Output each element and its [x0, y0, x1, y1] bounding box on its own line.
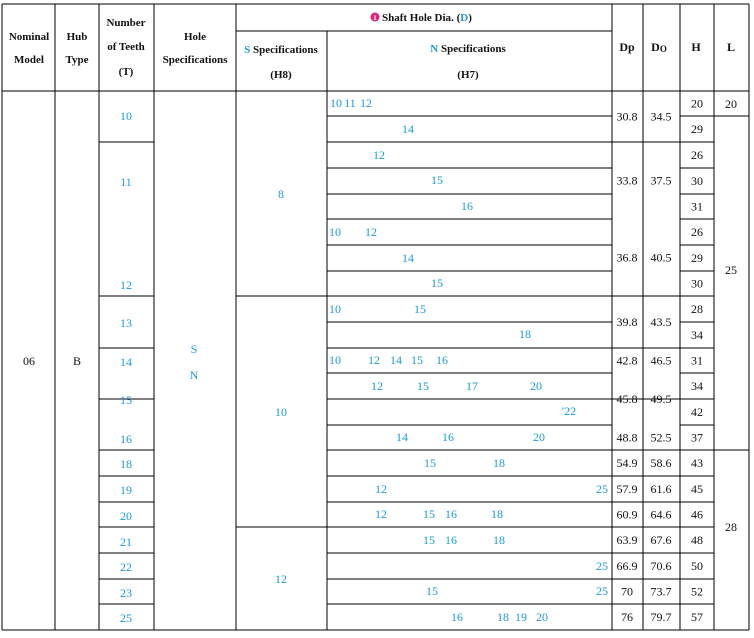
h-value: 30 — [691, 174, 703, 188]
header-shaft-hole-dia — [382, 12, 472, 24]
n-spec-value: 14 — [402, 251, 414, 265]
dp-value: 36.8 — [616, 250, 638, 265]
header-number-of-teeth-line3: (T) — [118, 66, 134, 78]
h-value: 52 — [691, 584, 703, 599]
h-value: 50 — [691, 559, 703, 573]
header-n-spec-label: Specifications — [438, 43, 506, 55]
do-value: 46.5 — [650, 353, 672, 368]
do-value: 67.6 — [650, 533, 672, 547]
header-hub-type-line2: Type — [65, 54, 89, 66]
teeth-count-14: 14 — [120, 355, 132, 369]
teeth-count-13: 13 — [120, 316, 132, 330]
dp-value: 42.8 — [616, 353, 638, 368]
n-spec-value: 12 — [368, 353, 380, 367]
n-spec-value: 18 — [493, 533, 505, 547]
n-spec-value: 25 — [596, 559, 608, 573]
do-value: 70.6 — [650, 559, 672, 573]
n-spec-value: 10 — [330, 96, 342, 110]
do-value: 79.7 — [650, 610, 672, 624]
h-value: 45 — [691, 482, 703, 496]
do-value: 52.5 — [650, 430, 672, 445]
dp-value: 39.8 — [616, 315, 638, 329]
n-spec-value: 18 — [519, 327, 531, 341]
n-spec-value: 12 — [373, 148, 385, 162]
n-spec-value: 10 — [329, 302, 341, 316]
s-spec-value: 8 — [278, 187, 284, 201]
header-dp: Dp — [619, 40, 635, 54]
header-shaft-hole-dia-symbol: D — [460, 12, 469, 24]
n-spec-value: 16 — [445, 507, 457, 521]
header-shaft-hole-dia-open: ( — [456, 12, 461, 24]
n-spec-value: 15 — [426, 584, 438, 598]
teeth-count-20: 20 — [120, 509, 132, 523]
teeth-count-12: 12 — [120, 278, 132, 292]
n-spec-value: 25 — [596, 584, 608, 598]
n-spec-value: 12 — [375, 482, 387, 496]
h-value: 43 — [691, 456, 703, 470]
n-spec-value: 16 — [442, 430, 454, 444]
n-spec-value: 20 — [536, 610, 548, 624]
h-value: 31 — [691, 353, 703, 368]
n-spec-value: 15 — [423, 533, 435, 547]
n-spec-value: 11 — [344, 96, 356, 110]
header-number-of-teeth-line2: of Teeth — [107, 41, 145, 53]
n-spec-value: 15 — [431, 276, 443, 290]
n-spec-value: 20 — [530, 379, 542, 393]
n-spec-value: 12 — [371, 379, 383, 393]
note-marker-number: 1 — [373, 14, 377, 22]
teeth-count-19: 19 — [120, 483, 132, 497]
h-value: 26 — [691, 225, 703, 239]
n-spec-value: 12 — [365, 225, 377, 239]
dp-value: 60.9 — [616, 507, 638, 522]
h-value: 57 — [691, 610, 703, 624]
do-value: 43.5 — [650, 315, 672, 329]
teeth-count-15: 15 — [120, 393, 132, 407]
do-value: 58.6 — [650, 456, 672, 470]
header-nominal-model-line2: Model — [14, 54, 44, 66]
teeth-count-10: 10 — [120, 109, 132, 123]
n-spec-value: 20 — [533, 430, 545, 444]
header-n-letter: N — [430, 43, 439, 55]
dp-value: 70 — [621, 584, 633, 599]
do-value: 40.5 — [650, 250, 672, 265]
s-spec-value: 10 — [275, 405, 287, 419]
n-spec-value: 16 — [451, 610, 463, 624]
h-value: 34 — [691, 328, 703, 342]
teeth-count-25: 25 — [120, 611, 132, 625]
header-h: H — [691, 40, 701, 54]
h-value: 26 — [691, 148, 703, 162]
dp-value: 63.9 — [616, 533, 638, 547]
nominal-model-value: 06 — [23, 354, 35, 368]
n-spec-value: 15 — [417, 379, 429, 393]
header-s-spec — [244, 44, 318, 56]
n-spec-value: 19 — [515, 610, 527, 624]
header-shaft-hole-dia-label: Shaft Hole Dia. — [382, 12, 457, 24]
dp-value: 76 — [621, 610, 633, 624]
teeth-count-22: 22 — [120, 560, 132, 574]
header-shaft-hole-dia-close: ) — [468, 12, 472, 24]
header-nominal-model-line1: Nominal — [8, 31, 50, 43]
header-l: L — [726, 40, 736, 54]
l-value: 25 — [725, 263, 737, 277]
h-value: 48 — [691, 533, 703, 547]
do-value: 64.6 — [650, 507, 672, 522]
header-s-letter: S — [244, 44, 251, 56]
h-value: 46 — [691, 507, 703, 522]
header-hole-spec-line2: Specifications — [162, 54, 228, 66]
n-spec-value: 15 — [423, 507, 435, 521]
n-spec-value: 14 — [402, 122, 414, 136]
l-value: 28 — [725, 520, 737, 534]
dp-value: 54.9 — [616, 456, 638, 470]
h-value: 20 — [691, 96, 703, 111]
do-value: 49.5 — [650, 392, 672, 406]
h-value: 29 — [691, 251, 703, 265]
n-spec-value: 14 — [396, 430, 408, 444]
header-hole-spec-line1: Hole — [184, 31, 206, 43]
header-do — [651, 40, 667, 54]
header-do-sub: O — [659, 44, 667, 54]
dp-value: 33.8 — [616, 173, 638, 188]
dp-value: 45.8 — [616, 392, 638, 406]
teeth-count-11: 11 — [120, 175, 132, 189]
n-spec-value: 15 — [424, 456, 436, 470]
h-value: 37 — [691, 430, 703, 445]
h-value: 34 — [691, 379, 703, 393]
dp-value: 66.9 — [616, 559, 638, 573]
n-spec-value: 15 — [431, 173, 443, 187]
h-value: 42 — [691, 405, 703, 419]
do-value: 34.5 — [650, 109, 672, 124]
teeth-count-18: 18 — [120, 457, 132, 471]
n-spec-value: '22 — [561, 404, 577, 418]
n-spec-value: 16 — [461, 199, 473, 213]
do-value: 61.6 — [650, 482, 672, 496]
n-spec-value: 15 — [414, 302, 426, 316]
dp-value: 57.9 — [616, 482, 638, 496]
h-value: 31 — [691, 199, 703, 214]
l-value: 20 — [725, 97, 737, 111]
header-number-of-teeth-line1: Number — [106, 17, 146, 29]
n-spec-value: 17 — [466, 379, 478, 393]
hole-spec-s: S — [190, 342, 198, 356]
n-spec-value: 12 — [360, 96, 372, 110]
n-spec-value: 16 — [436, 353, 448, 367]
n-spec-value: 25 — [596, 482, 608, 496]
header-hub-type-line1: Hub — [66, 31, 88, 43]
header-n-spec — [430, 43, 506, 55]
n-spec-value: 12 — [375, 507, 387, 521]
dp-value: 48.8 — [616, 430, 638, 445]
header-do-main: D — [651, 40, 660, 54]
h-value: 29 — [691, 122, 703, 136]
header-n-tolerance: (H7) — [457, 69, 479, 81]
h-value: 30 — [691, 276, 703, 291]
teeth-count-23: 23 — [120, 586, 132, 600]
do-value: 37.5 — [650, 173, 672, 188]
teeth-count-21: 21 — [120, 535, 132, 549]
n-spec-value: 16 — [445, 533, 457, 547]
n-spec-value: 18 — [497, 610, 509, 624]
header-s-spec-label: Specifications — [250, 44, 318, 56]
dp-value: 30.8 — [616, 109, 638, 124]
n-spec-value: 10 — [329, 225, 341, 239]
n-spec-value: 14 — [390, 353, 402, 367]
s-spec-value: 12 — [275, 572, 287, 586]
n-spec-value: 10 — [329, 353, 341, 367]
n-spec-value: 18 — [493, 456, 505, 470]
n-spec-value: 15 — [411, 353, 423, 367]
do-value: 73.7 — [650, 584, 672, 599]
h-value: 28 — [691, 302, 703, 316]
header-s-tolerance: (H8) — [270, 69, 292, 81]
hole-spec-n: N — [189, 368, 199, 382]
n-spec-value: 18 — [491, 507, 503, 521]
teeth-count-16: 16 — [120, 432, 132, 446]
hub-type-value: B — [72, 354, 82, 368]
